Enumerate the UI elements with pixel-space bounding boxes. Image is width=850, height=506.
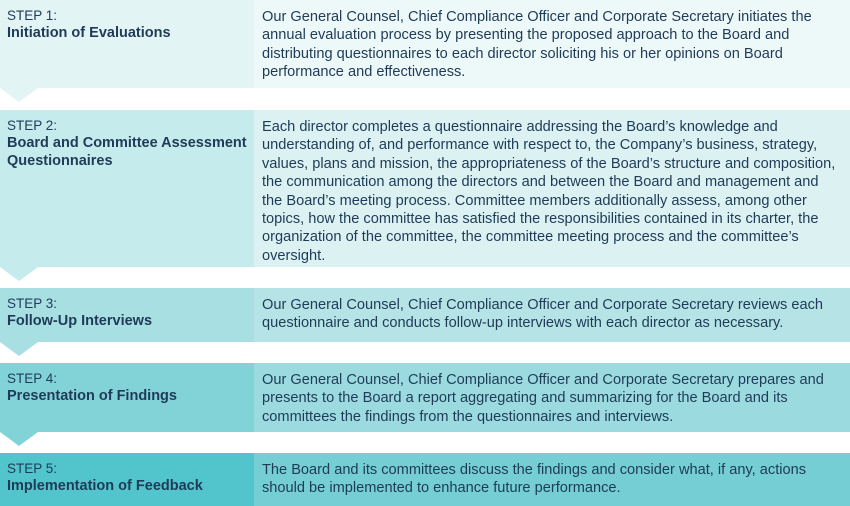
- step-3-title: Follow-Up Interviews: [7, 313, 153, 329]
- step-2-description: Each director completes a questionnaire addressing the Board’s knowledge and understanding of, and performance with respect to, the Company’s business, strategy, values, plans and mission, the appropriateness of the Board’s structure and composition, the communication among the directors and between the Board and management and the Board’s meeting process. Committee members additionally assess, among other topics, how the committee has satisfied the responsibilities contained in its charter, the organization of the committee, the committee meeting process and the committee’s oversight.: [254, 110, 850, 267]
- step-4-arrow: [0, 432, 38, 446]
- step-5-number: STEP 5:: [7, 461, 58, 476]
- step-3-description: Our General Counsel, Chief Compliance Officer and Corporate Secretary reviews each questionnaire and conducts follow-up interviews with each director as necessary.: [254, 288, 850, 342]
- step-3-arrow: [0, 342, 38, 356]
- step-1-description: Our General Counsel, Chief Compliance Officer and Corporate Secretary initiates the annual evaluation process by presenting the proposed approach to the Board and distributing questionnaires to each director soliciting his or her opinions on Board performance and effectiveness.: [254, 0, 850, 88]
- step-1: [0, 0, 850, 88]
- step-3-number: STEP 3:: [7, 296, 58, 311]
- step-5-header: [0, 453, 254, 506]
- step-4-title: Presentation of Findings: [7, 388, 177, 404]
- step-2-header: [0, 110, 254, 267]
- step-2-arrow: [0, 267, 38, 281]
- step-1-number: STEP 1:: [7, 8, 58, 23]
- step-5: [0, 453, 850, 506]
- step-5-title: Implementation of Feedback: [7, 478, 203, 494]
- step-1-title: Initiation of Evaluations: [7, 25, 171, 41]
- step-4: [0, 363, 850, 432]
- step-1-arrow: [0, 88, 38, 102]
- step-3: [0, 288, 850, 342]
- step-4-number: STEP 4:: [7, 371, 58, 386]
- step-2: [0, 110, 850, 267]
- step-5-description: The Board and its committees discuss the findings and consider what, if any, actions should be implemented to enhance future performance.: [254, 453, 850, 506]
- step-4-description: Our General Counsel, Chief Compliance Officer and Corporate Secretary prepares and presents to the Board a report aggregating and summarizing for the Board and its committees the findings from the questionnaires and interviews.: [254, 363, 850, 432]
- step-4-header: [0, 363, 254, 432]
- step-2-number: STEP 2:: [7, 118, 58, 133]
- step-3-header: [0, 288, 254, 342]
- step-1-header: [0, 0, 254, 88]
- step-2-title: Board and Committee Assessment Questionnaires: [7, 135, 247, 169]
